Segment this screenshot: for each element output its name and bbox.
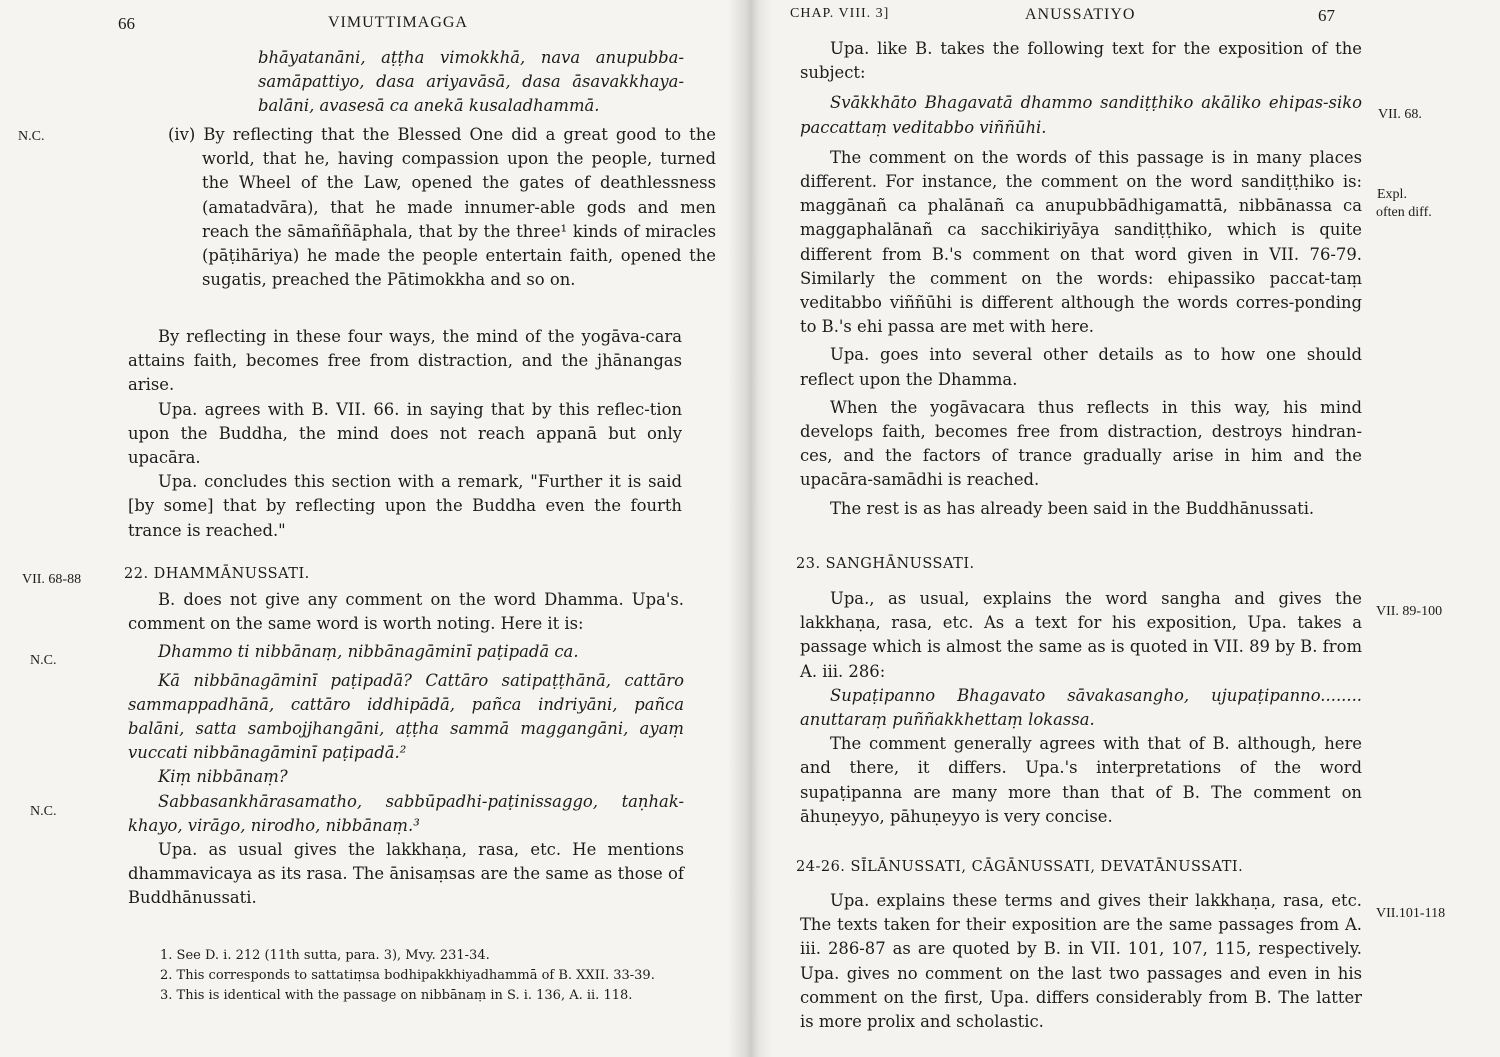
section-heading-24-26: 24-26. SĪLĀNUSSATI, CĀGĀNUSSATI, DEVATĀNUSSATI. [796, 859, 1244, 875]
right-page-number: 67 [1318, 6, 1335, 25]
footnote-1: 1. See D. i. 212 (11th sutta, para. 3), Mvy. 231-34. [160, 948, 490, 963]
para-agrees: Upa. agrees with B. VII. 66. in saying that by this reflec-tion upon the Buddha, the mind does not reach appanā but only upacāra. [128, 399, 682, 468]
quote-dhammo: Dhammo ti nibbānaṃ, nibbānagāminī paṭipadā ca. [158, 642, 579, 662]
para-goes-into: Upa. goes into several other details as to how one should reflect upon the Dhamma. [800, 345, 1362, 389]
left-body [128, 325, 682, 543]
margin-note-vii-89-100: VII. 89-100 [1376, 604, 1443, 619]
para-four-ways: By reflecting in these four ways, the mind of the yogāva-cara attains faith, becomes free from distraction, and the jhānangas arise. [128, 327, 682, 395]
para-rest: The rest is as has already been said in the Buddhānussati. [830, 498, 1315, 518]
quote-supatipanno: Supaṭipanno Bhagavato sāvakasangho, ujupaṭipanno........ anuttaraṃ puññakkhettaṃ lokassa. [800, 685, 1362, 730]
right-running-head: ANUSSATIYO [1025, 6, 1136, 23]
quote-kim: Kiṃ nibbānaṃ? [158, 767, 288, 787]
para-no-comment: B. does not give any comment on the word Dhamma. Upa's. comment on the same word is worth noting. Here it is: [128, 590, 684, 634]
para-explains-terms: Upa. explains these terms and gives their lakkhaṇa, rasa, etc. The texts taken for their exposition are the same passages from A. iii. 286-87 as are quoted by B. in VII. 101, 107, 115, respectively. Upa. gives no comment on the last two passages and even in his comment on the first, Upa. differs considerably from B. The latter is more prolix and scholastic. [800, 891, 1362, 1032]
margin-note-nc-2: N.C. [30, 653, 57, 668]
margin-note-expl: Expl. [1377, 187, 1407, 202]
sila-section [800, 889, 1362, 1034]
left-page-number: 66 [118, 14, 135, 33]
margin-note-vii-68: VII. 68. [1378, 107, 1422, 122]
margin-note-often-diff: often diff. [1376, 205, 1432, 220]
right-chapter-head: CHAP. VIII. 3] [790, 6, 890, 21]
section-heading-22: 22. DHAMMĀNUSSATI. [124, 566, 310, 582]
quote-ka: Kā nibbānagāminī paṭipadā? Cattāro satipaṭṭhānā, cattāro sammappadhānā, cattāro iddhipādā, pañca indriyāni, pañca balāni, satta sambojjhangāni, aṭṭha sammā maggangāni, ayaṃ vuccati nibbānagāminī paṭipadā.² [128, 670, 684, 763]
para-comment-words: The comment on the words of this passage is in many places different. For instance, the comment on the word sandiṭṭhiko is: maggānañ ca phalānañ ca anupubbādhigamattā, nibbānassa ca maggaphalānañ ca sacchikiriyāya sandiṭṭhiko, which is quite different from B.'s comment on that word given in VII. 76-79. Similarly the comment on the words: ehipassiko paccat-taṃ veditabbo viññūhi is different although the words corres-ponding to B.'s ehi passa are met with here. [800, 147, 1362, 337]
left-running-head: VIMUTTIMAGGA [328, 14, 468, 31]
margin-note-nc-3: N.C. [30, 804, 57, 819]
para-like-b: Upa. like B. takes the following text for the exposition of the subject: [800, 39, 1362, 83]
footnote-2: 2. This corresponds to sattatiṃsa bodhipakkhiyadhammā of B. XXII. 33-39. [160, 968, 655, 983]
footnotes [130, 946, 688, 1006]
right-body [800, 37, 1362, 521]
margin-note-nc-1: N.C. [18, 129, 45, 144]
quote-svakkhato: Svākkhāto Bhagavatā dhammo sandiṭṭhiko akāliko ehipas-siko paccattaṃ veditabbo viññūhi. [800, 93, 1362, 137]
margin-note-vii-101-118: VII.101-118 [1376, 906, 1446, 921]
right-page [750, 0, 1500, 1057]
quote-sabba: Sabbasankhārasamatho, sabbūpadhi-paṭinissaggo, taṇhak-khayo, virāgo, nirodho, nibbānaṃ.³ [128, 791, 684, 835]
para-concludes: Upa. concludes this section with a remark, "Further it is said [by some] that by reflecting upon the Buddha even the fourth trance is reached." [128, 472, 682, 540]
dhamma-section [128, 588, 684, 911]
para-lakkhana: Upa. as usual gives the lakkhaṇa, rasa, etc. He mentions dhammavicaya as its rasa. The ānisaṃsas are the same as those of Buddhānussati. [128, 840, 684, 908]
para-comment-agrees: The comment generally agrees with that of B. although, here and there, it differs. Upa.'s interpretations of the word supaṭipanna are many more than that of B. The comment on āhuṇeyyo, pāhuṇeyyo is very concise. [800, 734, 1362, 826]
sangha-section [800, 587, 1362, 829]
continued-block: bhāyatanāni, aṭṭha vimokkhā, nava anupubba-samāpattiyo, dasa ariyavāsā, dasa āsavakkhaya-balāni, avasesā ca anekā kusaladhammā. [258, 48, 684, 116]
footnote-3: 3. This is identical with the passage on nibbānaṃ in S. i. 136, A. ii. 118. [160, 988, 633, 1003]
book-gutter [728, 0, 772, 1057]
margin-note-vii-68-88: VII. 68-88 [22, 572, 82, 587]
section-heading-23: 23. SANGHĀNUSSATI. [796, 556, 975, 572]
para-when-yogavacara: When the yogāvacara thus reflects in this way, his mind develops faith, becomes free from distraction, destroys hindran-ces, and the factors of trance gradually arise in him and the upacāra-samādhi is reached. [800, 397, 1362, 490]
item-iv: (iv) By reflecting that the Blessed One did a great good to the world, that he, having compassion upon the people, turned the Wheel of the Law, opened the gates of deathlessness (amatadvāra), that he made innumer-able gods and men reach the sāmaññāphala, that by the three¹ kinds of miracles (pāṭihāriya) he made the people entertain faith, opened the sugatis, preached the Pātimokkha and so on. [168, 125, 716, 290]
para-sangha: Upa., as usual, explains the word sangha and gives the lakkhaṇa, rasa, etc. As a text for his exposition, Upa. takes a passage which is almost the same as is quoted in VII. 89 by B. from A. iii. 286: [800, 589, 1362, 681]
